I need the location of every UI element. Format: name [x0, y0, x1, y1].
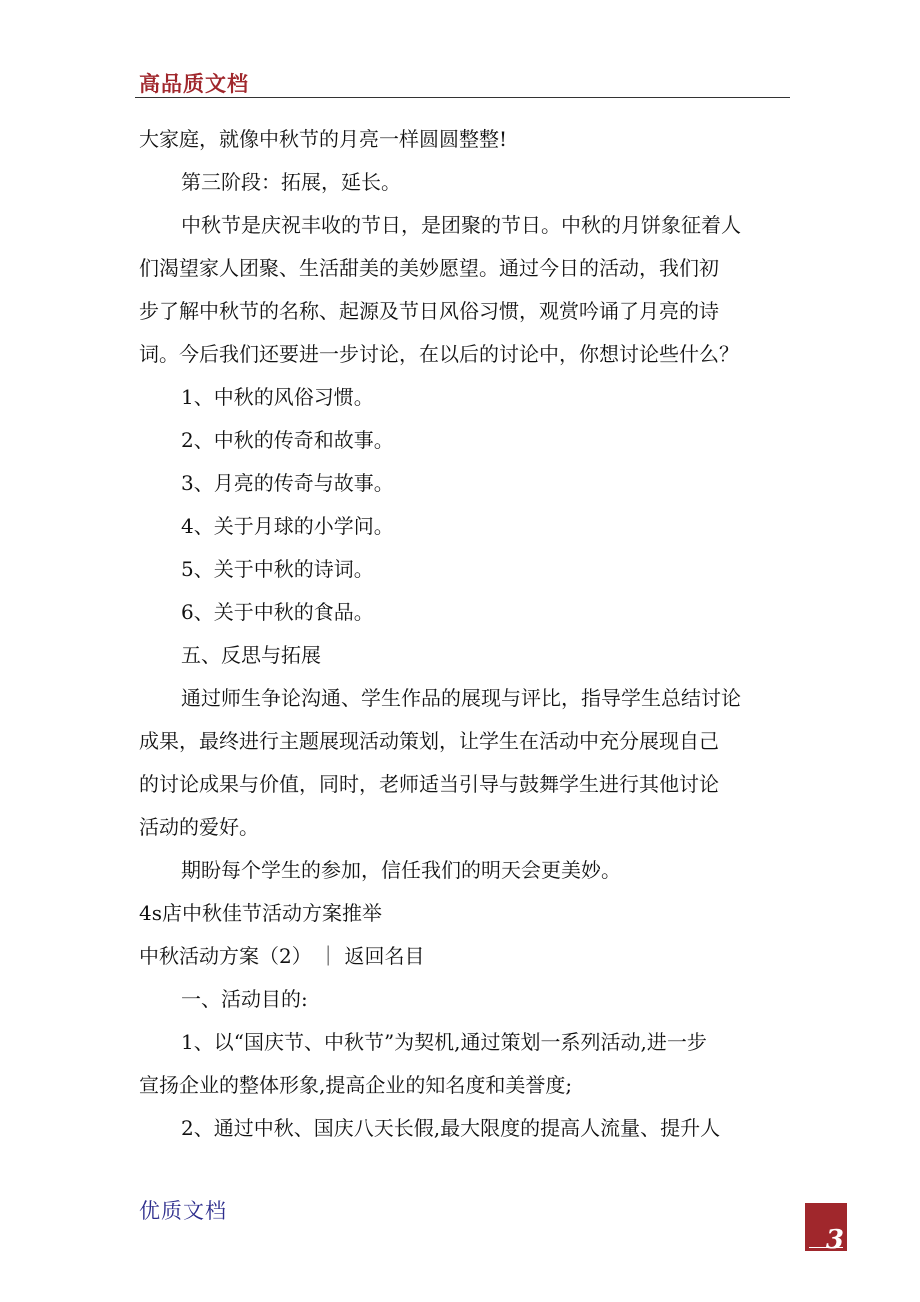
document-body — [139, 118, 799, 1150]
text-line: 一、活动目的: — [181, 987, 308, 1011]
page-number: 3 — [825, 1225, 844, 1255]
text-line: 4、关于月球的小学问。 — [181, 514, 394, 538]
header-title: 高品质文档 — [139, 72, 249, 96]
text-line: 的讨论成果与价值，同时，老师适当引导与鼓舞学生进行其他讨论 — [139, 772, 719, 796]
text-line: 2、中秋的传奇和故事。 — [181, 428, 394, 452]
text-line: 1、中秋的风俗习惯。 — [181, 385, 374, 409]
text-line: 宣扬企业的整体形象,提高企业的知名度和美誉度; — [139, 1073, 573, 1097]
text-line: 步了解中秋节的名称、起源及节日风俗习惯，观赏吟诵了月亮的诗 — [139, 299, 719, 323]
text-line: 成果，最终进行主题展现活动策划，让学生在活动中充分展现自己 — [139, 729, 719, 753]
page-number-badge — [805, 1203, 847, 1255]
text-line: 4s店中秋佳节活动方案推举 — [139, 901, 382, 925]
text-line: 词。今后我们还要进一步讨论，在以后的讨论中，你想讨论些什么？ — [139, 342, 739, 366]
text-line: 6、关于中秋的食品。 — [181, 600, 374, 624]
text-line: 1、以“国庆节、中秋节”为契机,通过策划一系列活动,进一步 — [181, 1030, 707, 1054]
page-badge-underline — [809, 1247, 843, 1248]
text-line: 3、月亮的传奇与故事。 — [181, 471, 394, 495]
footer-title: 优质文档 — [139, 1199, 227, 1223]
text-line: 五、反思与拓展 — [181, 643, 321, 667]
text-line: 期盼每个学生的参加，信任我们的明天会更美妙。 — [181, 858, 621, 882]
text-line: 们渴望家人团聚、生活甜美的美妙愿望。通过今日的活动，我们初 — [139, 256, 719, 280]
text-line: 通过师生争论沟通、学生作品的展现与评比，指导学生总结讨论 — [181, 686, 741, 710]
text-line: 中秋节是庆祝丰收的节日，是团聚的节日。中秋的月饼象征着人 — [181, 213, 741, 237]
text-line: 中秋活动方案（2） ｜ 返回名目 — [139, 944, 425, 968]
text-line: 第三阶段：拓展，延长。 — [181, 170, 401, 194]
text-line: 5、关于中秋的诗词。 — [181, 557, 374, 581]
text-line: 2、通过中秋、国庆八天长假,最大限度的提高人流量、提升人 — [181, 1116, 721, 1140]
header-divider — [135, 97, 790, 98]
text-line: 大家庭，就像中秋节的月亮一样圆圆整整! — [139, 127, 508, 151]
text-line: 活动的爱好。 — [139, 815, 259, 839]
